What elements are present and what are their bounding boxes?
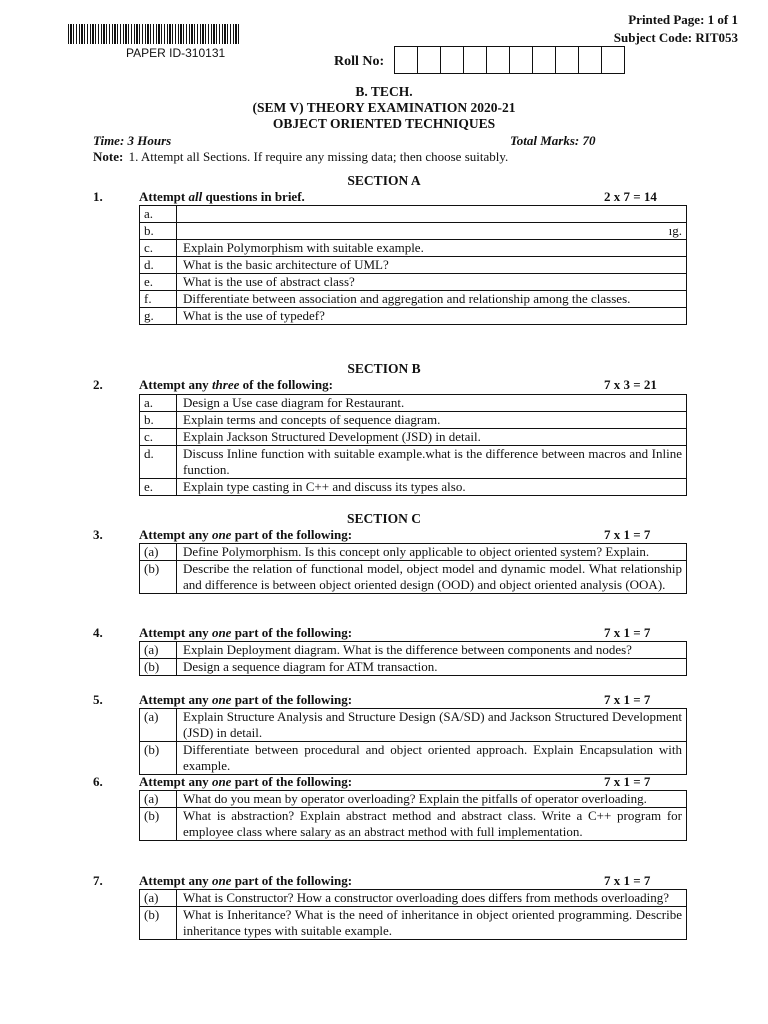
time-allowed: Time: 3 Hours (93, 133, 172, 148)
question-text: ıg. (177, 223, 687, 240)
question-label: e. (140, 274, 177, 291)
subject-code: Subject Code: RIT053 (613, 30, 738, 45)
total-marks: Total Marks: 70 (510, 133, 596, 148)
roll-no-box[interactable] (578, 46, 602, 74)
question-marks: 7 x 1 = 7 (604, 774, 651, 789)
question-number: 2. (93, 377, 103, 392)
question-text (177, 206, 687, 223)
question-label: b. (140, 223, 177, 240)
question-text: What is abstraction? Explain abstract method and abstract class. Write a C++ program for employee class where salary as an abstract method with full implementation. (177, 808, 687, 841)
question-text: Explain terms and concepts of sequence diagram. (177, 412, 687, 429)
question-label: (a) (140, 709, 177, 742)
section-a-title: SECTION A (347, 173, 421, 188)
question-text: Define Polymorphism. Is this concept only applicable to object oriented system? Explain. (177, 544, 687, 561)
question-number: 7. (93, 873, 103, 888)
roll-no-box[interactable] (532, 46, 556, 74)
question-label: e. (140, 479, 177, 496)
note-label: Note: (93, 149, 124, 164)
question-label: f. (140, 291, 177, 308)
question-heading: Attempt any one part of the following: (139, 625, 353, 640)
question-heading: Attempt any three of the following: (139, 377, 333, 392)
question-row (140, 907, 687, 940)
note (93, 149, 508, 165)
question-text: Explain type casting in C++ and discuss its types also. (177, 479, 687, 496)
question-label: (a) (140, 890, 177, 907)
question-row (140, 446, 687, 479)
question-marks: 7 x 1 = 7 (604, 692, 651, 707)
question-row (140, 544, 687, 561)
roll-no-box[interactable] (486, 46, 510, 74)
section-c-title: SECTION C (347, 511, 421, 526)
subject-title: OBJECT ORIENTED TECHNIQUES (272, 116, 496, 131)
question-label: (b) (140, 907, 177, 940)
question-text: What is the use of abstract class? (177, 274, 687, 291)
roll-no-box[interactable] (440, 46, 464, 74)
question-label: (b) (140, 659, 177, 676)
question-text: Discuss Inline function with suitable example.what is the difference between macros and Inline function. (177, 446, 687, 479)
question-row (140, 240, 687, 257)
question-table (139, 394, 687, 496)
question-row (140, 890, 687, 907)
question-row (140, 291, 687, 308)
question-marks: 7 x 1 = 7 (604, 873, 651, 888)
exam-title: (SEM V) THEORY EXAMINATION 2020-21 (252, 100, 516, 115)
question-label: a. (140, 206, 177, 223)
question-number: 5. (93, 692, 103, 707)
question-text: What is Constructor? How a constructor overloading does differs from methods overloading? (177, 890, 687, 907)
question-row (140, 642, 687, 659)
question-marks: 2 x 7 = 14 (604, 189, 657, 204)
question-row (140, 274, 687, 291)
question-row (140, 709, 687, 742)
question-row (140, 429, 687, 446)
question-text: Explain Jackson Structured Development (JSD) in detail. (177, 429, 687, 446)
question-label: a. (140, 395, 177, 412)
question-number: 6. (93, 774, 103, 789)
question-text: What is Inheritance? What is the need of inheritance in object oriented programming. Describe inheritance types with suitable example. (177, 907, 687, 940)
question-marks: 7 x 1 = 7 (604, 625, 651, 640)
question-table (139, 641, 687, 676)
question-text: Design a sequence diagram for ATM transaction. (177, 659, 687, 676)
roll-no-box[interactable] (463, 46, 487, 74)
question-text: Explain Deployment diagram. What is the difference between components and nodes? (177, 642, 687, 659)
roll-no-box[interactable] (555, 46, 579, 74)
question-table (139, 889, 687, 940)
question-row (140, 412, 687, 429)
question-text: What is the use of typedef? (177, 308, 687, 325)
question-text: Explain Structure Analysis and Structure Design (SA/SD) and Jackson Structured Development (JSD) in detail. (177, 709, 687, 742)
question-label: (a) (140, 791, 177, 808)
question-text: What do you mean by operator overloading? Explain the pitfalls of operator overloading. (177, 791, 687, 808)
question-number: 4. (93, 625, 103, 640)
roll-no-boxes (394, 46, 624, 74)
question-label: (b) (140, 561, 177, 594)
question-label: d. (140, 257, 177, 274)
question-row (140, 659, 687, 676)
question-heading: Attempt any one part of the following: (139, 527, 353, 542)
question-heading: Attempt all questions in brief. (139, 189, 305, 204)
question-text: Describe the relation of functional model, object model and dynamic model. What relationship and difference is between object oriented design (OOD) and object oriented analysis (OOA). (177, 561, 687, 594)
question-label: d. (140, 446, 177, 479)
question-label: c. (140, 240, 177, 257)
question-marks: 7 x 1 = 7 (604, 527, 651, 542)
question-row (140, 561, 687, 594)
question-row (140, 479, 687, 496)
roll-no-box[interactable] (394, 46, 418, 74)
question-row (140, 206, 687, 223)
roll-no-box[interactable] (601, 46, 625, 74)
roll-no-box[interactable] (509, 46, 533, 74)
question-table (139, 543, 687, 594)
question-label: (a) (140, 642, 177, 659)
question-row (140, 808, 687, 841)
question-label: (a) (140, 544, 177, 561)
question-number: 3. (93, 527, 103, 542)
question-marks: 7 x 3 = 21 (604, 377, 657, 392)
question-table (139, 790, 687, 841)
question-label: c. (140, 429, 177, 446)
question-row (140, 791, 687, 808)
question-row (140, 395, 687, 412)
question-row (140, 257, 687, 274)
question-text: Differentiate between association and aggregation and relationship among the classes. (177, 291, 687, 308)
printed-page: Printed Page: 1 of 1 (628, 12, 738, 27)
question-text: Explain Polymorphism with suitable example. (177, 240, 687, 257)
paper-id: PAPER ID-310131 (126, 46, 226, 60)
question-heading: Attempt any one part of the following: (139, 692, 353, 707)
question-text: What is the basic architecture of UML? (177, 257, 687, 274)
question-heading: Attempt any one part of the following: (139, 774, 353, 789)
section-b-title: SECTION B (347, 361, 421, 376)
question-row (140, 308, 687, 325)
question-table (139, 708, 687, 775)
question-heading: Attempt any one part of the following: (139, 873, 353, 888)
degree-title: B. TECH. (355, 84, 413, 99)
barcode (68, 24, 240, 44)
question-table (139, 205, 687, 325)
question-label: b. (140, 412, 177, 429)
question-text: Design a Use case diagram for Restaurant. (177, 395, 687, 412)
question-text: Differentiate between procedural and object oriented approach. Explain Encapsulation with example. (177, 742, 687, 775)
note-text: 1. Attempt all Sections. If require any missing data; then choose suitably. (128, 149, 509, 164)
question-row (140, 223, 687, 240)
question-label: g. (140, 308, 177, 325)
question-number: 1. (93, 189, 103, 204)
roll-no-label: Roll No: (334, 54, 385, 69)
question-row (140, 742, 687, 775)
question-label: (b) (140, 742, 177, 775)
roll-no-box[interactable] (417, 46, 441, 74)
question-label: (b) (140, 808, 177, 841)
